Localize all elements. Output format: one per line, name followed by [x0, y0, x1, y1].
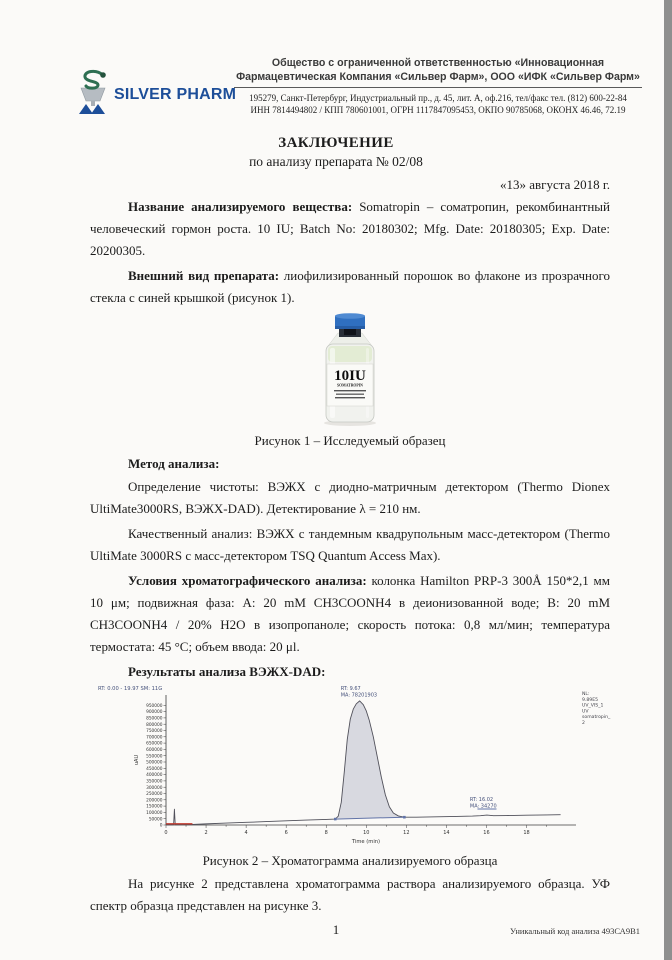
logo-wordmark: SILVER PHARM: [114, 85, 237, 103]
paragraph-closing: На рисунке 2 представлена хроматограмма раствора анализируемого образца. УФ спектр образца представлен на рисунке 3.: [90, 876, 610, 913]
svg-text:250000: 250000: [146, 792, 163, 798]
svg-text:NL:: NL:: [582, 692, 590, 697]
paragraph-qualitative: Качественный анализ: ВЭЖХ с тандемным квадрупольным масс-детектором (Thermo UltiMate 3000RS с масс-детектором TSQ Quantum Access Max).: [90, 526, 610, 563]
svg-text:900000: 900000: [146, 710, 163, 716]
svg-text:150000: 150000: [146, 804, 163, 810]
svg-text:MA: 78201903: MA: 78201903: [340, 692, 378, 699]
figure2-caption: Рисунок 2 – Хроматограмма анализируемого образца: [202, 853, 498, 868]
paragraph-substance: [90, 196, 610, 262]
paragraph-conditions: [90, 570, 610, 658]
vial-label-name: SOMATROPIN: [337, 383, 363, 388]
company-logo: [76, 68, 237, 121]
svg-text:UV_VIS_1: UV_VIS_1: [582, 703, 604, 709]
svg-text:RT: 9.67: RT: 9.67: [340, 686, 361, 692]
svg-text:850000: 850000: [146, 716, 163, 722]
appearance-label: Внешний вид препарата:: [128, 268, 280, 283]
document-date: «13» августа 2018 г.: [500, 177, 610, 192]
svg-text:300000: 300000: [146, 785, 163, 791]
figure1-photo: [90, 313, 610, 427]
svg-text:RT: 0.00 - 19.97 SM: 11G: RT: 0.00 - 19.97 SM: 11G: [98, 686, 163, 692]
svg-text:8: 8: [324, 830, 328, 836]
svg-text:somatropin_: somatropin_: [582, 715, 611, 721]
svg-text:RT: 16.02: RT: 16.02: [469, 797, 494, 803]
header-divider: [234, 87, 642, 88]
page-number: 1: [332, 922, 340, 937]
svg-text:750000: 750000: [146, 729, 163, 735]
document-subtitle: по анализу препарата № 02/08: [249, 154, 423, 169]
svg-text:6: 6: [284, 830, 288, 836]
appearance-text: лиофилизированный порошок во флаконе из прозрачного стекла с синей крышкой (рисунок 1).: [90, 268, 610, 305]
scan-edge: [664, 0, 672, 960]
company-address-line2: ИНН 7814494802 / КПП 780601001, ОГРН 1117847095453, ОКПО 90785068, ОКОНХ 46.46, 72.19: [250, 105, 626, 115]
svg-text:10: 10: [363, 830, 370, 836]
company-name-line2: Фармацевтическая Компания «Сильвер Фарм», ООО «ИФК «Сильвер Фарм»: [236, 71, 640, 83]
svg-text:200000: 200000: [146, 798, 163, 804]
svg-text:16: 16: [483, 830, 490, 836]
analysis-code: Уникальный код анализа 493СА9В1: [510, 926, 640, 936]
results-heading: Результаты анализа ВЭЖХ-DAD:: [128, 664, 326, 679]
chromatogram-figure: [96, 683, 626, 847]
svg-text:650000: 650000: [146, 741, 163, 747]
substance-label: Название анализируемого вещества:: [128, 199, 353, 214]
vial-photo: [312, 313, 388, 427]
company-address-line1: 195279, Санкт-Петербург, Индустриальный пр., д. 45, лит. А, оф.216, тел/факс тел. (812) 600-22-84: [249, 93, 627, 103]
substance-text: Somatropin – соматропин, рекомбинантный человеческий гормон роста. 10 IU; Batch No: 20180302; Mfg. Date: 20180305; Exp. Date: 20200305.: [90, 199, 610, 258]
bowl-of-hygieia-icon: [76, 68, 110, 121]
letterhead-text: [234, 56, 642, 121]
svg-text:100000: 100000: [146, 811, 163, 816]
svg-text:9.89E5: 9.89E5: [582, 697, 599, 703]
svg-text:18: 18: [523, 830, 530, 836]
svg-text:550000: 550000: [146, 754, 163, 760]
svg-text:4: 4: [244, 830, 248, 836]
letterhead: [76, 56, 642, 121]
svg-text:600000: 600000: [146, 748, 163, 753]
svg-text:14: 14: [443, 830, 450, 836]
svg-text:450000: 450000: [146, 766, 163, 772]
svg-text:2: 2: [204, 830, 208, 836]
svg-text:800000: 800000: [146, 722, 163, 728]
svg-text:350000: 350000: [146, 779, 163, 785]
svg-text:950000: 950000: [146, 703, 163, 709]
svg-text:500000: 500000: [146, 760, 163, 766]
svg-text:50000: 50000: [148, 817, 163, 823]
chromatogram-chart: [96, 683, 626, 847]
svg-text:MA: 34270: MA: 34270: [469, 803, 497, 810]
document-title: ЗАКЛЮЧЕНИЕ: [278, 135, 394, 151]
conditions-label: Условия хроматографического анализа:: [128, 573, 367, 588]
svg-text:400000: 400000: [146, 773, 163, 779]
company-name-line1: Общество с ограниченной ответственностью «Инновационная: [271, 57, 605, 69]
svg-text:Time (min): Time (min): [351, 839, 381, 845]
conditions-text: колонка Hamilton PRP-3 300Å 150*2,1 мм 10 μм; подвижная фаза: А: 20 mM CH3COONH4 в деионизованной воде; В: 20 mM CH3COONH4 / 20% H2O в изопропаноле; скорость потока: 0,8 мл/мин; температура термостата: 45 °C; объем ввода: 20 μl.: [90, 573, 610, 654]
svg-text:12: 12: [403, 830, 410, 836]
svg-text:2: 2: [582, 721, 585, 726]
figure1-caption: Рисунок 1 – Исследуемый образец: [254, 433, 446, 448]
svg-text:UV: UV: [582, 709, 589, 715]
svg-text:uAU: uAU: [134, 754, 140, 766]
vial-label-strength: 10IU: [334, 368, 366, 384]
paragraph-purity: Определение чистоты: ВЭЖХ с диодно-матричным детектором (Thermo Dionex UltiMate3000RS, ВЭЖХ-DAD). Детектирование λ = 210 нм.: [90, 479, 610, 516]
method-heading: Метод анализа:: [128, 456, 220, 471]
paragraph-appearance: [90, 265, 610, 309]
svg-text:0: 0: [164, 830, 168, 836]
svg-text:0: 0: [159, 823, 163, 829]
svg-text:700000: 700000: [146, 735, 163, 741]
